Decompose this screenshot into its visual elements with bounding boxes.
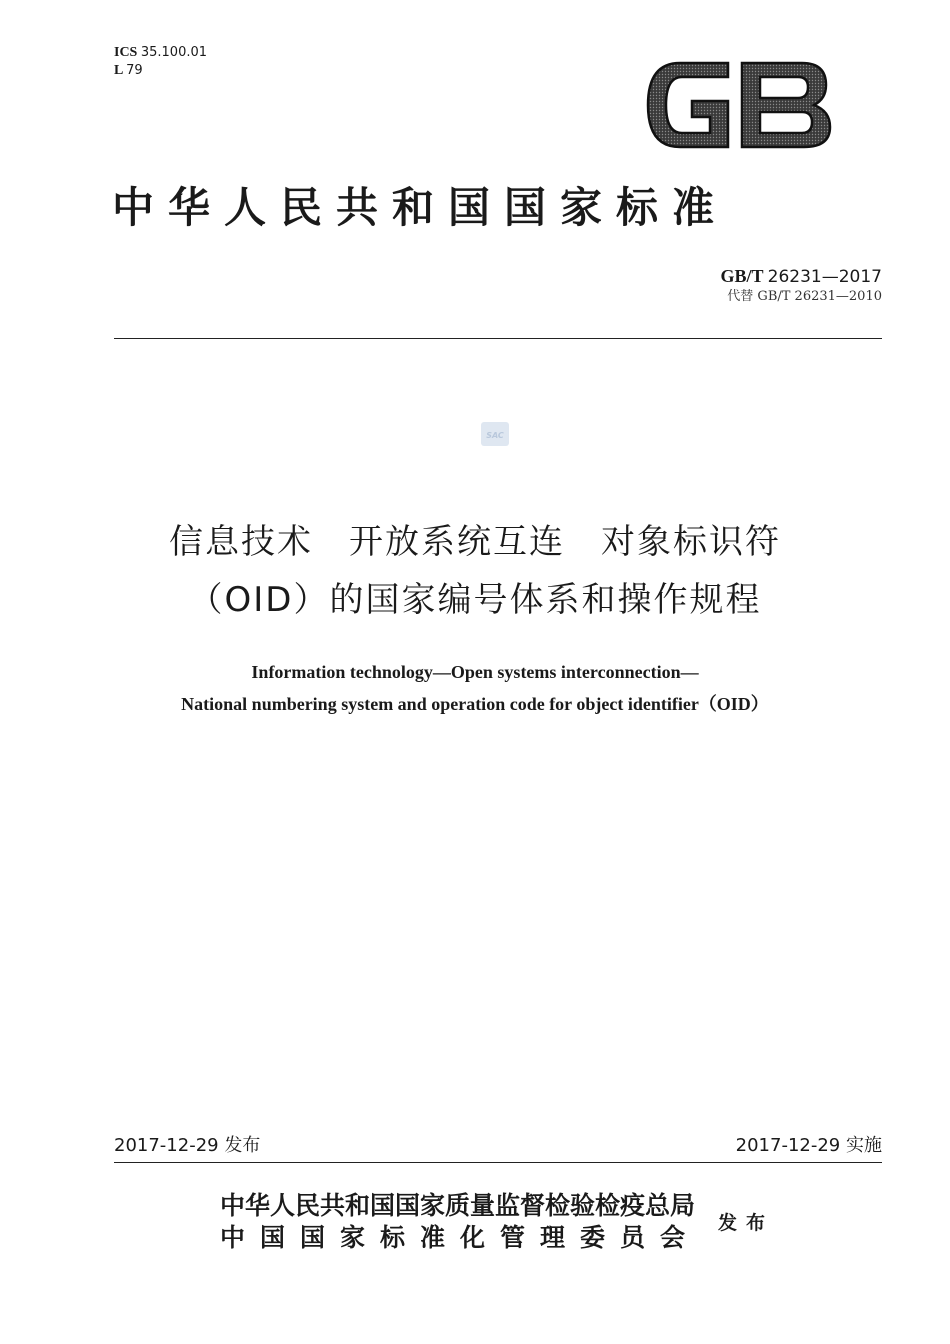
gb-logo-text: GB (640, 55, 642, 56)
publish-label: 发布 (718, 1212, 775, 1234)
footer-divider (114, 1162, 882, 1163)
standard-title: 中华人民共和国国家标准 (112, 183, 729, 232)
implementation-date: 2017-12-29 实施 (735, 1135, 882, 1156)
ccs-prefix: L (114, 63, 123, 78)
gb-logo-icon (640, 55, 835, 155)
issuer-line1: 中华人民共和国国家质量监督检验检疫总局 (220, 1191, 696, 1220)
ics-prefix: ICS (114, 45, 138, 60)
sac-watermark-icon (481, 422, 509, 446)
header-divider (114, 338, 882, 339)
en-title-line2: National numbering system and operation code for object identifier（OID） (181, 694, 769, 714)
issuer-line2: 中国国家标准化管理委员会 (220, 1223, 701, 1252)
issuing-bodies (220, 1190, 700, 1254)
ccs-code: 79 (126, 63, 143, 78)
en-title-line1: Information technology—Open systems interconnection— (251, 662, 699, 682)
replaces-standard: 代替 GB/T 26231—2010 (727, 289, 882, 304)
cn-title-line1: 信息技术 开放系统互连 对象标识符 (169, 522, 781, 562)
sac-mark-text: SAC (486, 431, 504, 440)
standard-number-block (720, 265, 882, 306)
standard-number-value: 26231—2017 (767, 267, 882, 287)
cn-title-line2: （OID）的国家编号体系和操作规程 (188, 580, 762, 620)
ics-line (114, 44, 207, 62)
standard-number (720, 265, 882, 288)
ccs-line (114, 62, 207, 80)
issue-date: 2017-12-29 发布 (114, 1135, 261, 1156)
standard-number-prefix: GB/T (720, 266, 764, 286)
ics-code: 35.100.01 (140, 45, 208, 60)
classification-codes (114, 44, 207, 80)
